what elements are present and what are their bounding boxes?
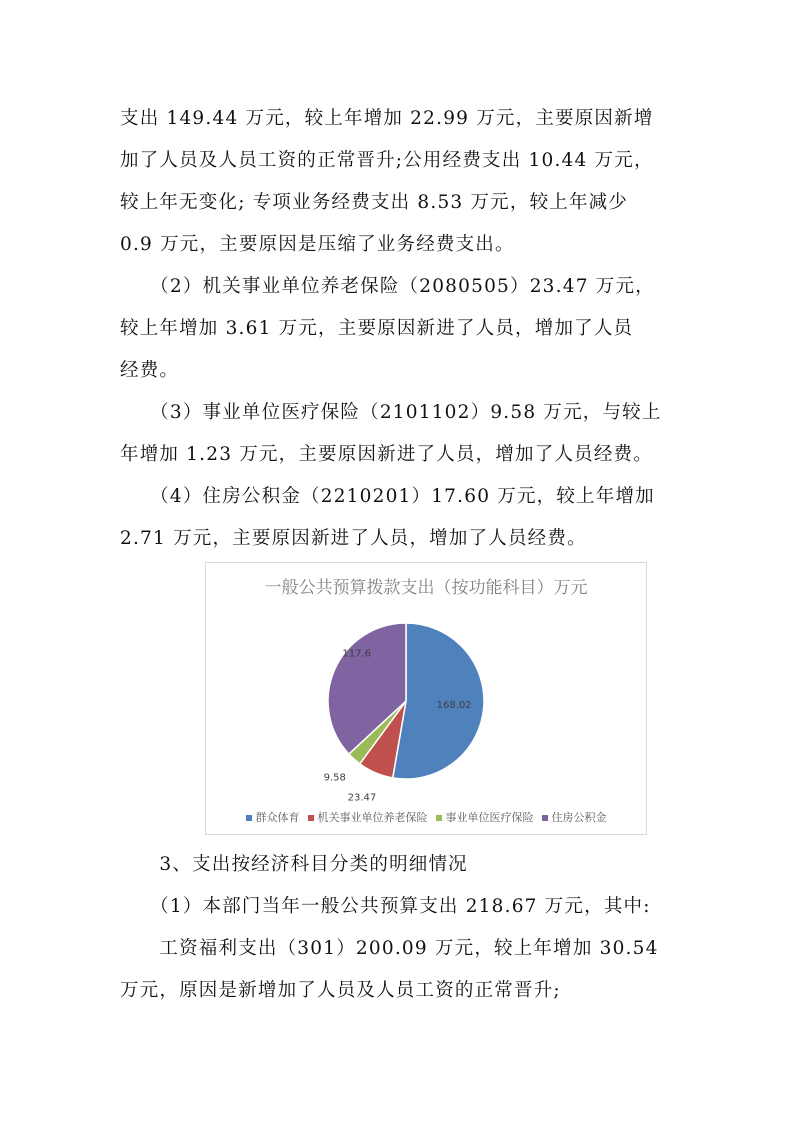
- paragraph: [120, 476, 680, 560]
- paragraph: [120, 98, 680, 266]
- legend-swatch: [246, 815, 252, 821]
- legend-swatch: [436, 815, 442, 821]
- pie-chart: [205, 562, 647, 835]
- text-line: 支出 149.44 万元，较上年增加 22.99 万元，主要原因新增: [120, 108, 654, 129]
- chart-legend: [206, 809, 646, 825]
- legend-swatch: [542, 815, 548, 821]
- text-line: 年增加 1.23 万元，主要原因新进了人员，增加了人员经费。: [120, 444, 653, 465]
- legend-entry: [436, 809, 534, 825]
- text-line: 3、支出按经济科目分类的明细情况: [120, 854, 468, 875]
- legend-entry: [542, 809, 607, 825]
- legend-swatch: [308, 815, 314, 821]
- text-line: 较上年增加 3.61 万元，主要原因新进了人员，增加了人员: [120, 318, 634, 339]
- chart-title: 一般公共预算拨款支出（按功能科目）万元: [264, 578, 588, 598]
- pie-data-label: 117.6: [342, 648, 371, 660]
- pie-chart-canvas: [206, 563, 648, 836]
- pie-data-label: 9.58: [323, 772, 346, 784]
- text-line: 加了人员及人员工资的正常晋升;公用经费支出 10.44 万元，: [120, 150, 654, 171]
- text-line: 工资福利支出（301）200.09 万元，较上年增加 30.54: [120, 938, 659, 959]
- legend-label: 机关事业单位养老保险: [317, 811, 428, 824]
- paragraph: [120, 844, 680, 1012]
- text-line: （3）事业单位医疗保险（2101102）9.58 万元，与较上: [120, 402, 662, 423]
- legend-label: 群众体育: [255, 811, 300, 824]
- text-line: 较上年无变化; 专项业务经费支出 8.53 万元，较上年减少: [120, 192, 629, 213]
- text-line: （2）机关事业单位养老保险（2080505）23.47 万元，: [120, 276, 655, 297]
- legend-label: 住房公积金: [551, 811, 607, 824]
- legend-entry: [246, 809, 300, 825]
- text-line: 0.9 万元，主要原因是压缩了业务经费支出。: [120, 234, 515, 255]
- legend-label: 事业单位医疗保险: [445, 811, 534, 824]
- text-line: 万元，原因是新增加了人员及人员工资的正常晋升;: [120, 980, 561, 1001]
- legend-entry: [308, 809, 428, 825]
- pie-data-label: 23.47: [347, 792, 377, 804]
- paragraph: [120, 266, 680, 392]
- text-line: （4）住房公积金（2210201）17.60 万元，较上年增加: [120, 486, 655, 507]
- paragraph: [120, 392, 680, 476]
- text-line: （1）本部门当年一般公共预算支出 218.67 万元，其中:: [120, 896, 651, 917]
- text-line: 经费。: [120, 360, 180, 381]
- pie-data-label: 168.02: [436, 700, 472, 712]
- text-line: 2.71 万元，主要原因新进了人员，增加了人员经费。: [120, 528, 587, 549]
